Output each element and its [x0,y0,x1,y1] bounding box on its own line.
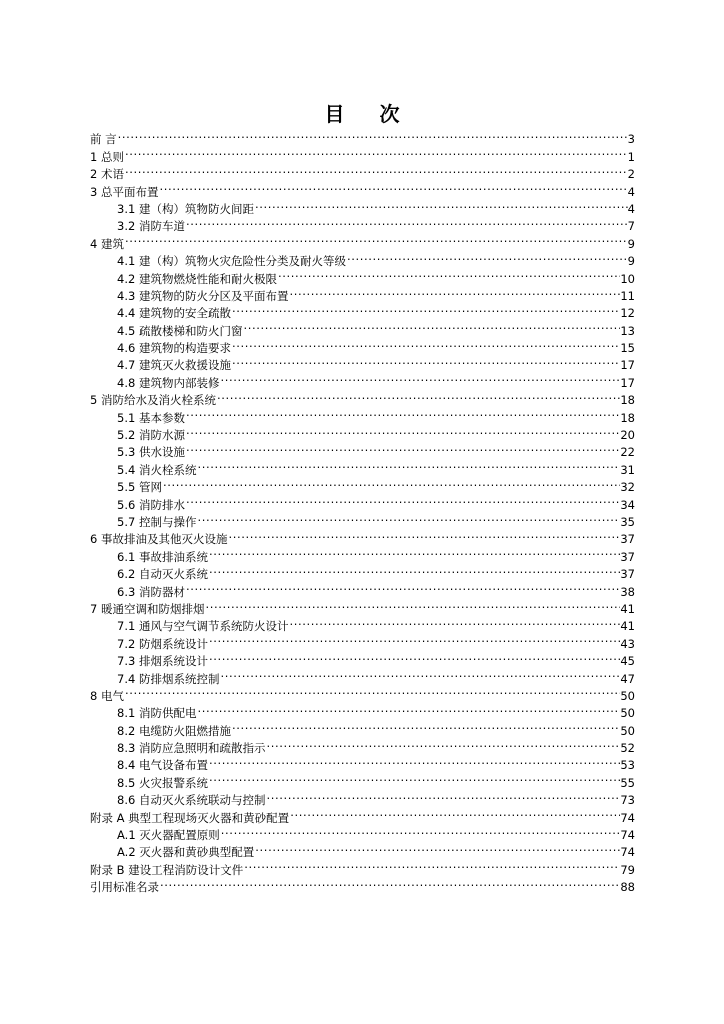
toc-entry-page-number: 4 [627,201,635,216]
toc-entry-label: 附录 B 建设工程消防设计文件 [90,862,244,877]
toc-entry-page-number: 55 [620,775,635,790]
toc-entry[interactable] [90,474,635,495]
toc-entry-label: 7 暖通空调和防烟排烟 [90,601,205,616]
toc-dot-leader [196,509,620,526]
toc-dot-leader [208,630,620,647]
toc-entry-label: 4.8 建筑物内部装修 [117,375,220,390]
toc-entry-page-number: 50 [620,688,635,703]
toc-entry-label: A.1 灭火器配置原则 [117,828,220,843]
toc-entry-label: 7.2 防烟系统设计 [117,636,208,651]
toc-entry-page-number: 37 [620,549,635,564]
toc-entry-page-number: 35 [620,514,635,529]
toc-entry-page-number: 41 [620,601,635,616]
toc-entry-page-number: 74 [620,828,635,843]
toc-entry-label: 8.1 消防供配电 [117,706,197,721]
toc-entry-label: 4.3 建筑物的防火分区及平面布置 [117,288,289,303]
toc-dot-leader [227,526,620,543]
toc-entry-label: 7.4 防排烟系统控制 [117,671,220,686]
toc-entry-label: 6.2 自动灭火系统 [117,567,208,582]
toc-entry-page-number: 38 [620,584,635,599]
toc-entry-label: 6.1 事故排油系统 [117,549,208,564]
toc-entry-label: 7.3 排烟系统设计 [117,654,208,669]
toc-entry-label: 前 言 [90,132,117,147]
table-of-contents [90,126,635,895]
toc-entry-page-number: 1 [627,149,635,164]
toc-entry-label: 4.4 建筑物的安全疏散 [117,306,231,321]
toc-entry-page-number: 53 [620,758,635,773]
toc-entry-label: 4.6 建筑物的构造要求 [117,341,231,356]
toc-entry-page-number: 88 [620,880,635,895]
toc-entry-page-number: 4 [627,184,635,199]
toc-entry-page-number: 9 [627,236,635,251]
page-title: 目 次 [324,102,414,126]
toc-entry[interactable] [90,196,635,216]
toc-entry-label: 8.4 电气设备布置 [117,758,208,773]
toc-dot-leader [254,839,620,856]
toc-dot-leader [231,717,620,734]
toc-dot-leader [124,161,628,178]
toc-entry-page-number: 37 [620,532,635,547]
toc-entry-page-number: 32 [620,480,635,495]
toc-dot-leader [162,474,620,491]
toc-entry-label: 5.6 消防排水 [117,497,185,512]
toc-entry-label: 8.2 电缆防火阻燃措施 [117,723,231,738]
toc-entry-label: 5.5 管网 [117,480,162,495]
toc-entry-label: 4 建筑 [90,236,124,251]
toc-entry[interactable] [90,230,635,251]
toc-entry[interactable] [90,248,635,269]
toc-dot-leader [219,369,620,386]
toc-dot-leader [185,422,620,439]
toc-entry-page-number: 43 [620,636,635,651]
toc-entry-label: 7.1 通风与空气调节系统防火设计 [117,619,289,634]
toc-entry-label: 5.2 消防水源 [117,428,185,443]
toc-entry-label: 4.7 建筑灭火救援设施 [117,358,231,373]
toc-entry-page-number: 22 [620,445,635,460]
toc-dot-leader [219,665,620,682]
toc-entry-page-number: 15 [620,341,635,356]
toc-entry-page-number: 45 [620,654,635,669]
toc-entry-page-number: 17 [620,375,635,390]
toc-entry-label: 5.4 消火栓系统 [117,462,197,477]
toc-dot-leader [196,456,620,473]
toc-entry-page-number: 74 [620,810,635,825]
toc-dot-leader [159,874,620,891]
toc-entry-label: 6 事故排油及其他灭火设施 [90,532,228,547]
toc-entry-label: 4.2 建筑物燃烧性能和耐火极限 [117,271,277,286]
toc-dot-leader [208,543,620,560]
toc-dot-leader [216,387,620,404]
toc-dot-leader [124,143,628,160]
toc-dot-leader [254,196,628,213]
toc-entry-page-number: 18 [620,410,635,425]
toc-entry-page-number: 10 [620,271,635,286]
toc-entry-label: 2 术语 [90,167,124,182]
toc-entry[interactable] [90,491,635,512]
toc-entry-label: 3.2 消防车道 [117,219,185,234]
toc-entry-label: 5.7 控制与操作 [117,514,197,529]
toc-entry-page-number: 37 [620,567,635,582]
toc-entry-page-number: 50 [620,706,635,721]
toc-dot-leader [231,300,620,317]
toc-dot-leader [289,804,620,821]
toc-entry-page-number: 7 [627,219,635,234]
toc-entry-label: 4.1 建（构）筑物火灾危险性分类及耐火等级 [117,254,346,269]
toc-dot-leader [185,491,620,508]
toc-entry-label: 3.1 建（构）筑物防火间距 [117,201,254,216]
toc-entry-page-number: 47 [620,671,635,686]
toc-entry[interactable] [90,874,635,895]
toc-dot-leader [265,787,620,804]
toc-entry-label: 1 总则 [90,149,124,164]
toc-entry-label: 3 总平面布置 [90,184,159,199]
toc-entry-page-number: 34 [620,497,635,512]
toc-dot-leader [185,439,620,456]
toc-dot-leader [158,178,627,195]
toc-entry-page-number: 31 [620,462,635,477]
toc-entry[interactable] [90,161,635,182]
toc-entry-page-number: 50 [620,723,635,738]
toc-entry-label: 8.6 自动灭火系统联动与控制 [117,793,266,808]
toc-entry-label: 8.3 消防应急照明和疏散指示 [117,741,266,756]
toc-dot-leader [124,683,620,700]
toc-entry-page-number: 12 [620,306,635,321]
toc-entry[interactable] [90,143,635,164]
toc-entry-label: 5.1 基本参数 [117,410,185,425]
toc-entry-page-number: 18 [620,393,635,408]
toc-entry-page-number: 13 [620,323,635,338]
toc-entry-page-number: 17 [620,358,635,373]
toc-dot-leader [242,317,620,334]
toc-entry-label: 附录 A 典型工程现场灭火器和黄砂配置 [90,810,290,825]
toc-dot-leader [124,230,628,247]
toc-dot-leader [185,578,620,595]
toc-entry-label: 5.3 供水设施 [117,445,185,460]
toc-dot-leader [265,735,620,752]
toc-dot-leader [208,648,620,665]
toc-dot-leader [117,126,628,143]
toc-entry-page-number: 11 [620,288,635,303]
toc-entry-page-number: 74 [620,845,635,860]
toc-entry-label: 8 电气 [90,688,124,703]
toc-dot-leader [208,752,620,769]
toc-dot-leader [208,769,620,786]
toc-dot-leader [204,596,620,613]
toc-dot-leader [231,352,620,369]
toc-dot-leader [196,700,620,717]
toc-entry[interactable] [90,178,635,199]
toc-entry-page-number: 3 [627,132,635,147]
toc-entry[interactable] [90,700,635,721]
toc-entry-page-number: 2 [627,167,635,182]
toc-dot-leader [231,335,620,352]
toc-dot-leader [277,265,620,282]
toc-entry-page-number: 52 [620,741,635,756]
toc-entry-label: 6.3 消防器材 [117,584,185,599]
toc-entry-label: 4.5 疏散楼梯和防火门窗 [117,323,243,338]
toc-dot-leader [220,822,621,839]
toc-entry-page-number: 79 [620,862,635,877]
toc-entry-page-number: 41 [620,619,635,634]
toc-entry[interactable] [90,126,635,147]
toc-dot-leader [208,561,620,578]
toc-dot-leader [185,213,628,230]
toc-dot-leader [288,283,620,300]
toc-entry-label: 8.5 火灾报警系统 [117,775,208,790]
toc-entry-label: 5 消防给水及消火栓系统 [90,393,216,408]
toc-dot-leader [288,613,620,630]
toc-entry-page-number: 9 [627,254,635,269]
toc-dot-leader [185,404,620,421]
toc-entry-page-number: 20 [620,428,635,443]
toc-dot-leader [243,856,620,873]
toc-dot-leader [346,248,628,265]
toc-entry-page-number: 73 [620,793,635,808]
toc-entry-label: 引用标准名录 [90,880,159,895]
toc-entry[interactable] [90,683,635,703]
toc-entry-label: A.2 灭火器和黄砂典型配置 [117,845,255,860]
